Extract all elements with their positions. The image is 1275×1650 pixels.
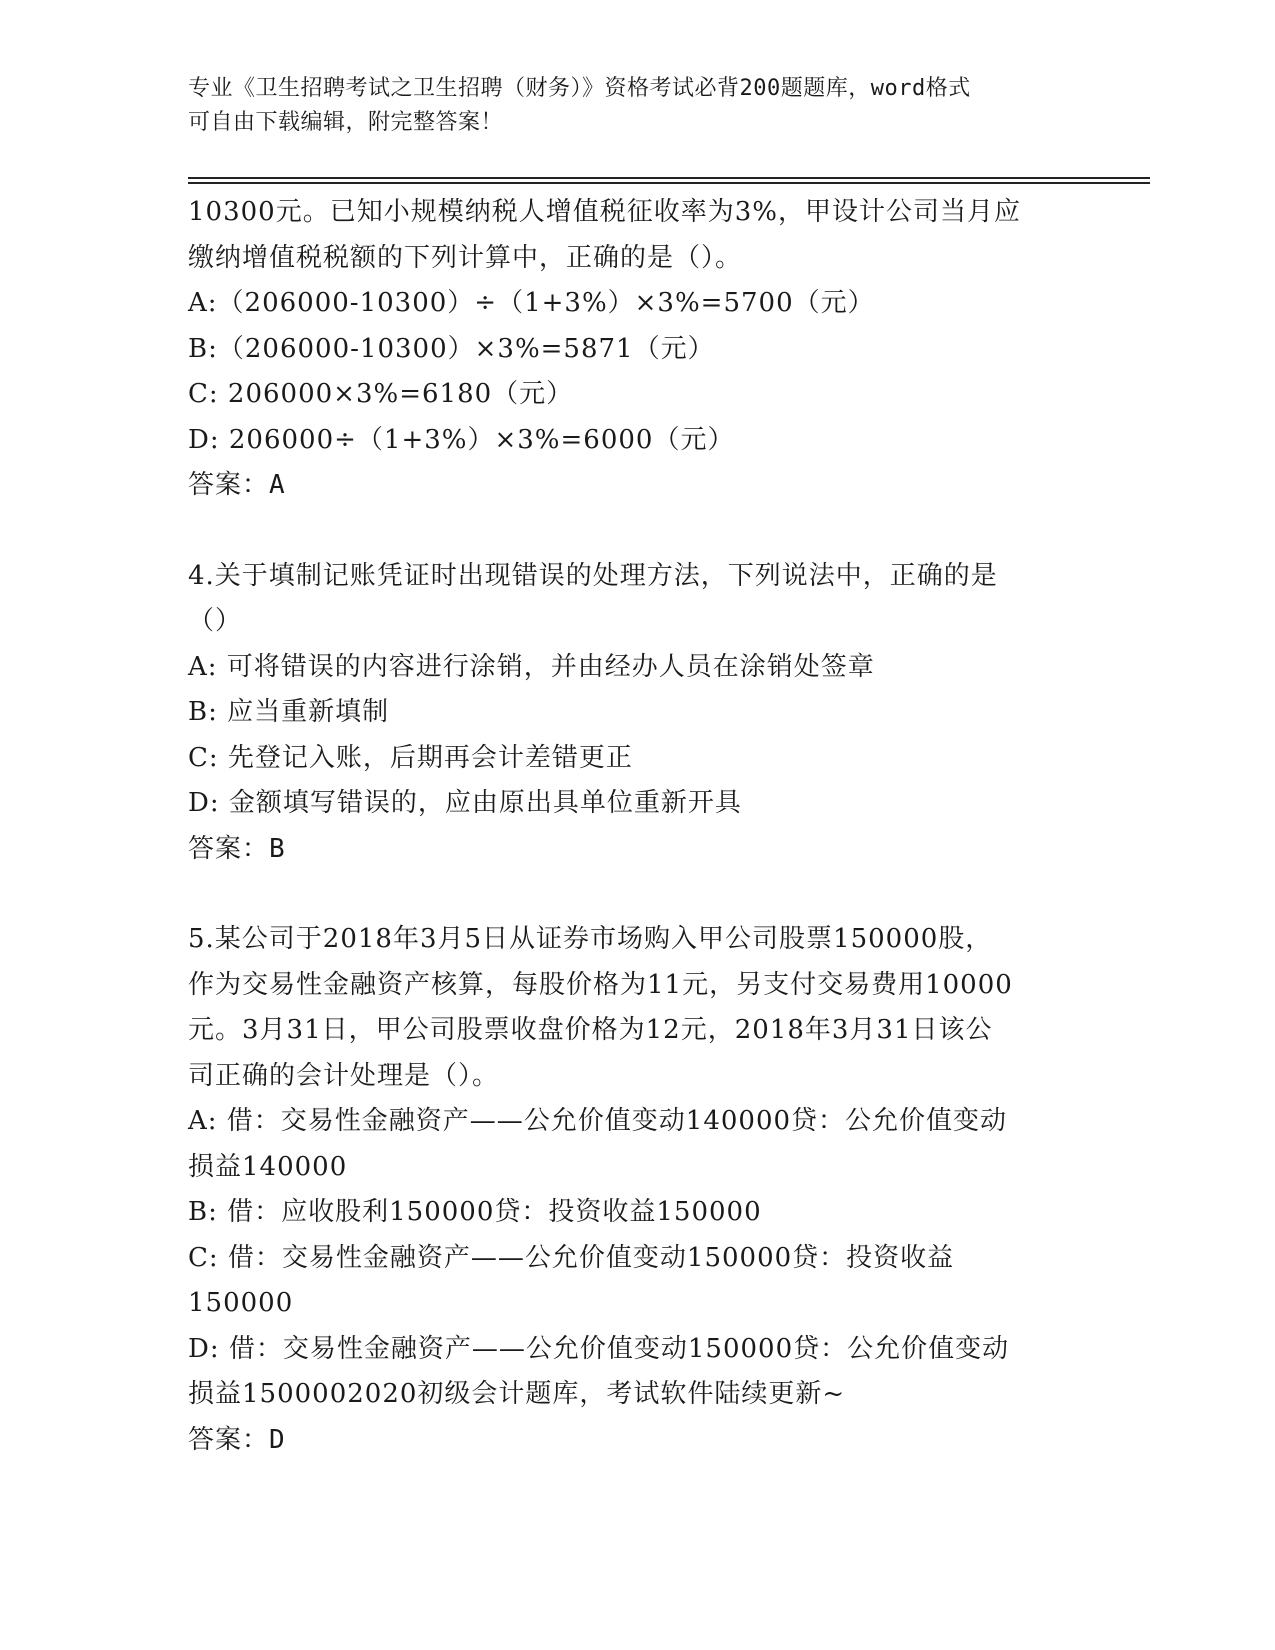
- question-5-answer: 答案：D: [188, 1424, 286, 1455]
- question-4-option-d: D: 金额填写错误的，应由原出具单位重新开具: [188, 788, 742, 818]
- question-5-text-4: 司正确的会计处理是（）。: [188, 1060, 500, 1091]
- header-line-2: 可自由下载编辑，附完整答案！: [188, 110, 504, 135]
- page-header: [188, 72, 1068, 140]
- question-5-option-d-line-2: 损益1500002020初级会计题库，考试软件陆续更新~: [188, 1379, 846, 1409]
- question-3-continuation-2: 缴纳增值税税额的下列计算中，正确的是（）。: [188, 242, 743, 273]
- question-4: [188, 554, 1088, 873]
- question-3-continuation-1: 10300元。已知小规模纳税人增值税征收率为3%，甲设计公司当月应: [188, 197, 1021, 227]
- document-body: [188, 190, 1088, 1463]
- question-5-option-c-line-2: 150000: [188, 1288, 294, 1318]
- header-divider-bottom: [188, 182, 1150, 184]
- header-line-1: 专业《卫生招聘考试之卫生招聘（财务）》资格考试必背200题题库，word格式: [188, 76, 971, 101]
- question-4-answer: 答案：B: [188, 833, 286, 864]
- question-5-text-3: 元。3月31日，甲公司股票收盘价格为12元，2018年3月31日该公: [188, 1015, 993, 1045]
- question-5: [188, 917, 1088, 1463]
- question-5-option-a-line-2: 损益140000: [188, 1151, 348, 1182]
- question-4-option-c: C: 先登记入账，后期再会计差错更正: [188, 742, 633, 773]
- spacer: [188, 872, 1088, 917]
- question-4-text-2: （）: [188, 606, 243, 636]
- question-5-option-b: B: 借：应收股利150000贷：投资收益150000: [188, 1197, 762, 1227]
- question-3-answer: 答案：A: [188, 470, 286, 500]
- question-5-option-d-line-1: D: 借：交易性金融资产——公允价值变动150000贷：公允价值变动: [188, 1333, 1010, 1364]
- question-4-option-b: B: 应当重新填制: [188, 697, 390, 727]
- question-4-option-a: A: 可将错误的内容进行涂销，并由经办人员在涂销处签章: [188, 651, 875, 682]
- question-3-option-d: D: 206000÷（1+3%）×3%=6000（元）: [188, 424, 735, 455]
- question-5-text-1: 5.某公司于2018年3月5日从证券市场购入甲公司股票150000股，: [188, 924, 993, 954]
- question-3-option-a: A:（206000-10300）÷（1+3%）×3%=5700（元）: [188, 288, 875, 318]
- question-3-option-c: C: 206000×3%=6180（元）: [188, 379, 574, 409]
- question-3: [188, 190, 1088, 509]
- spacer: [188, 509, 1088, 554]
- question-5-option-c-line-1: C: 借：交易性金融资产——公允价值变动150000贷：投资收益: [188, 1242, 955, 1273]
- header-divider-top: [188, 177, 1150, 179]
- question-5-option-a-line-1: A: 借：交易性金融资产——公允价值变动140000贷：公允价值变动: [188, 1106, 1008, 1136]
- question-3-option-b: B:（206000-10300）×3%=5871（元）: [188, 333, 715, 364]
- question-5-text-2: 作为交易性金融资产核算，每股价格为11元，另支付交易费用10000: [188, 969, 1013, 1000]
- question-4-text-1: 4.关于填制记账凭证时出现错误的处理方法，下列说法中，正确的是: [188, 560, 998, 591]
